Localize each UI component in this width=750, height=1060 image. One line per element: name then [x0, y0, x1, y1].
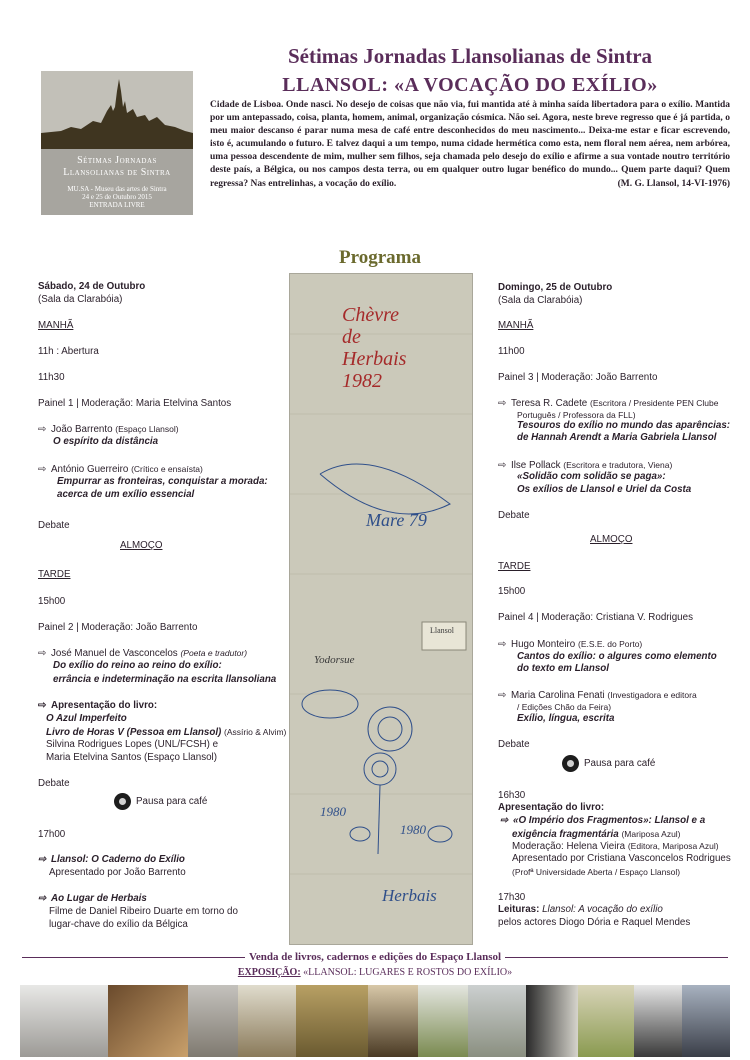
- speaker-affiliation: / Edições Chão da Feira): [517, 702, 612, 712]
- speaker-affiliation: (Poeta e tradutor): [180, 648, 248, 658]
- coffee-label: Pausa para café: [136, 796, 208, 808]
- coffee-break: [114, 793, 207, 810]
- panel2-heading: Painel 2 | Moderação: João Barrento: [38, 622, 198, 633]
- book-moderator-affiliation: (Editora, Mariposa Azul): [627, 841, 719, 851]
- talk-title: Cantos do exílio: o algures como elemento: [517, 651, 717, 662]
- readings-row: [498, 904, 663, 917]
- manuscript-line5: Mare 79: [366, 510, 427, 530]
- book-presenters: Silvina Rodrigues Lopes (UNL/FCSH) e: [46, 739, 219, 750]
- expo-title: «LLANSOL: LUGARES E ROSTOS DO EXÍLIO»: [303, 967, 513, 978]
- arrow-icon: ⇨: [38, 700, 47, 711]
- talk-title: de Hannah Arendt a Maria Gabriela Llansol: [517, 432, 717, 443]
- speaker-name: Maria Carolina Fenati: [511, 690, 605, 701]
- film-title-row: [38, 893, 147, 906]
- time-opening: 11h : Abertura: [38, 346, 99, 357]
- readings-title: Llansol: A vocação do exílio: [542, 904, 663, 915]
- speaker-name: Hugo Monteiro: [511, 639, 576, 650]
- room: (Sala da Clarabóia): [498, 295, 583, 306]
- arrow-icon: ⇨: [38, 893, 47, 904]
- film-title: Ao Lugar de Herbais: [51, 893, 147, 904]
- speaker-affiliation: (Espaço Llansol): [115, 424, 179, 434]
- book-heading-text: Apresentação do livro:: [51, 700, 158, 711]
- manuscript-line9: Herbais: [382, 886, 437, 905]
- logo-venue: MU.SA - Museu das artes de Sintra: [67, 185, 167, 193]
- arrow-icon: ⇨: [38, 424, 47, 435]
- photo-strip: [20, 985, 730, 1057]
- logo-dates: 24 e 25 de Outubro 2015: [82, 193, 152, 201]
- speaker-row: [38, 647, 247, 661]
- time-1700: 17h00: [38, 829, 66, 840]
- event-title: Llansol: O Caderno do Exílio: [51, 854, 185, 865]
- manuscript-line2: de: [342, 326, 361, 348]
- lunch: ALMOÇO: [120, 540, 163, 551]
- book-moderator: Moderação: Helena Vieira: [512, 841, 626, 852]
- speaker-affiliation: Português / Professora da FLL): [517, 410, 636, 420]
- talk-title: acerca de um exílio essencial: [57, 489, 195, 500]
- book-title: Livro de Horas V (Pessoa em Llansol): [46, 727, 222, 738]
- photo-doorway: [526, 985, 578, 1057]
- photo-archway: [238, 985, 296, 1057]
- footer-sale-text: Venda de livros, cadernos e edições do Espaço Llansol: [248, 951, 502, 963]
- speaker-affiliation: (E.S.E. do Porto): [578, 639, 643, 649]
- page-subtitle: LLANSOL: «A VOCAÇÃO DO EXÍLIO»: [282, 74, 658, 96]
- divider-line: [22, 957, 245, 958]
- event-title-row: [38, 854, 185, 867]
- book-presenter-affiliation: (Profª Universidade Aberta / Espaço Llansol): [512, 867, 681, 877]
- readings-label: Leituras:: [498, 904, 540, 915]
- logo-entry: ENTRADA LIVRE: [89, 201, 145, 209]
- speaker-affiliation: (Crítico e ensaísta): [131, 464, 203, 474]
- manuscript-line1: Chèvre: [342, 304, 400, 326]
- talk-title: do texto em Llansol: [517, 663, 609, 674]
- photo-courtyard: [296, 985, 368, 1057]
- photo-portrait: [108, 985, 188, 1057]
- arrow-icon: ⇨: [498, 398, 507, 409]
- speaker-affiliation: (Escritora / Presidente PEN Clube: [589, 398, 719, 408]
- manuscript-red-text: [342, 304, 406, 392]
- arrow-icon: ⇨: [38, 648, 47, 659]
- manuscript-label: Llansol: [430, 626, 454, 635]
- speaker-name: João Barrento: [51, 424, 113, 435]
- debate: Debate: [38, 520, 70, 531]
- book-heading: Apresentação do livro:: [498, 802, 605, 813]
- talk-title: «Solidão com solidão se paga»:: [517, 471, 666, 482]
- lunch: ALMOÇO: [590, 534, 633, 545]
- photo-facade: [188, 985, 238, 1057]
- program-saturday: [38, 0, 288, 950]
- time-1730: 17h30: [498, 892, 526, 903]
- film-description: Filme de Daniel Ribeiro Duarte em torno do: [49, 906, 238, 917]
- debate: Debate: [498, 739, 530, 750]
- film-description: lugar-chave do exílio da Bélgica: [49, 919, 188, 930]
- arrow-icon: ⇨: [498, 690, 507, 701]
- book-presenters: Maria Etelvina Santos (Espaço Llansol): [46, 752, 217, 763]
- divider-line: [505, 957, 728, 958]
- arrow-icon: ⇨: [500, 815, 509, 826]
- time-1500: 15h00: [38, 596, 66, 607]
- manuscript-image: [289, 273, 473, 945]
- day-heading: Domingo, 25 de Outubro: [498, 282, 613, 293]
- speaker-row: [498, 638, 642, 652]
- debate: Debate: [38, 778, 70, 789]
- time-1500: 15h00: [498, 586, 526, 597]
- coffee-cup-icon: [562, 755, 579, 772]
- programa-heading: Programa: [339, 247, 421, 268]
- panel4-heading: Painel 4 | Moderação: Cristiana V. Rodrigues: [498, 612, 693, 623]
- footer-sale: [22, 951, 728, 963]
- speaker-affiliation: (Escritora e tradutora, Viena): [563, 460, 673, 470]
- arrow-icon: ⇨: [38, 464, 47, 475]
- book-title: O Azul Imperfeito: [46, 713, 127, 724]
- manuscript-line8: 1980: [400, 822, 426, 837]
- logo-title-line2: Llansolianas de Sintra: [63, 167, 171, 178]
- book-presenter: Apresentado por Cristiana Vasconcelos Rodrigues: [512, 853, 731, 864]
- session-morning: MANHÃ: [38, 320, 74, 331]
- speaker-name: Ilse Pollack: [511, 460, 561, 471]
- session-afternoon: TARDE: [498, 561, 531, 572]
- speaker-affiliation: (Investigadora e editora: [607, 690, 697, 700]
- logo-title-line1: Sétimas Jornadas: [77, 155, 157, 166]
- expo-label: EXPOSIÇÃO:: [237, 967, 301, 978]
- book-title: exigência fragmentária: [512, 829, 619, 840]
- coffee-break: [562, 755, 655, 772]
- speaker-name: José Manuel de Vasconcelos: [51, 648, 178, 659]
- page-title: Sétimas Jornadas Llansolianas de Sintra: [287, 44, 653, 68]
- intro-signature: (M. G. Llansol, 14-VI-1976): [617, 178, 730, 189]
- speaker-row: [38, 463, 203, 477]
- program-sunday: [498, 0, 738, 950]
- coffee-label: Pausa para café: [584, 758, 656, 770]
- arrow-icon: ⇨: [498, 639, 507, 650]
- manuscript-line4: 1982: [342, 370, 382, 392]
- session-afternoon: TARDE: [38, 569, 71, 580]
- time-1130: 11h30: [38, 372, 65, 383]
- coffee-cup-icon: [114, 793, 131, 810]
- talk-title: Do exílio do reino ao reino do exílio:: [53, 660, 222, 671]
- intro-text: Cidade de Lisboa. Onde nasci. No desejo de coisas que não via, fui mantida até à minha saída libertadora para o exílio. Mantida por um antepassado, coisa, planta, homem, animal, organização cósmica. Não sei. Agora, neste breve regresso que é já partida, o meu maior descanso é parar numa mesa de café entre desconhecidos do meu nascimento... Deixa-me estar e ficar escrevendo, isto é, acumulando o futuro. E talvez daqui a um tempo, numa cidade hermética como esta, nem floral nem aérea, nem arbórea, uma pessoa descendente de mim, mulher sem filhos, seja chamada pelo desejo do exílio e afirme a sua vontade noutro território deste país, a Bélgica, ou nos campos desta terra, ou em qualquer outro lugar benéfico do mundo... Quem parte daqui? Quem regressa? Nas entrelinhas, a vocação do exílio.: [210, 100, 730, 189]
- footer-exhibition: [22, 967, 728, 978]
- speaker-name: António Guerreiro: [51, 464, 129, 475]
- talk-title: O espírito da distância: [53, 436, 159, 447]
- photo-avenue: [578, 985, 634, 1057]
- photo-field: [418, 985, 468, 1057]
- book-title-row: [500, 815, 705, 828]
- panel3-heading: Painel 3 | Moderação: João Barrento: [498, 372, 658, 383]
- book-title: «O Império dos Fragmentos»: Llansol e a: [513, 815, 706, 826]
- book-publisher: (Mariposa Azul): [621, 829, 681, 839]
- photo-landscape: [468, 985, 526, 1057]
- talk-title: Os exílios de Llansol e Uriel da Costa: [517, 484, 692, 495]
- arrow-icon: ⇨: [38, 854, 47, 865]
- talk-title: errância e indeterminação na escrita llansoliana: [53, 674, 277, 685]
- readings-actors: pelos actores Diogo Dória e Raquel Mendes: [498, 917, 691, 928]
- room: (Sala da Clarabóia): [38, 294, 123, 305]
- time-1100: 11h00: [498, 346, 525, 357]
- photo-figure: [634, 985, 682, 1057]
- panel1-heading: Painel 1 | Moderação: Maria Etelvina Santos: [38, 398, 232, 409]
- event-presenter: Apresentado por João Barrento: [49, 867, 186, 878]
- manuscript-line6: Yodorsue: [314, 654, 355, 666]
- photo-window: [368, 985, 418, 1057]
- book-heading: [38, 700, 157, 713]
- manuscript-line7: 1980: [320, 804, 346, 819]
- debate: Debate: [498, 510, 530, 521]
- session-morning: MANHÃ: [498, 320, 534, 331]
- day-heading: Sábado, 24 de Outubro: [38, 281, 146, 292]
- speaker-name: Teresa R. Cadete: [511, 398, 588, 409]
- speaker-row: [38, 423, 179, 437]
- photo-tower: [682, 985, 730, 1057]
- time-1630: 16h30: [498, 790, 526, 801]
- manuscript-line3: Herbais: [342, 348, 407, 370]
- book-publisher: (Assírio & Alvim): [224, 727, 287, 737]
- photo-building: [20, 985, 108, 1057]
- book-moderation-row: [512, 840, 719, 854]
- talk-title: Empurrar as fronteiras, conquistar a morada:: [57, 476, 268, 487]
- talk-title: Exílio, língua, escrita: [517, 713, 615, 724]
- arrow-icon: ⇨: [498, 460, 507, 471]
- book-title-row: [46, 726, 286, 740]
- talk-title: Tesouros do exílio no mundo das aparências:: [517, 420, 731, 431]
